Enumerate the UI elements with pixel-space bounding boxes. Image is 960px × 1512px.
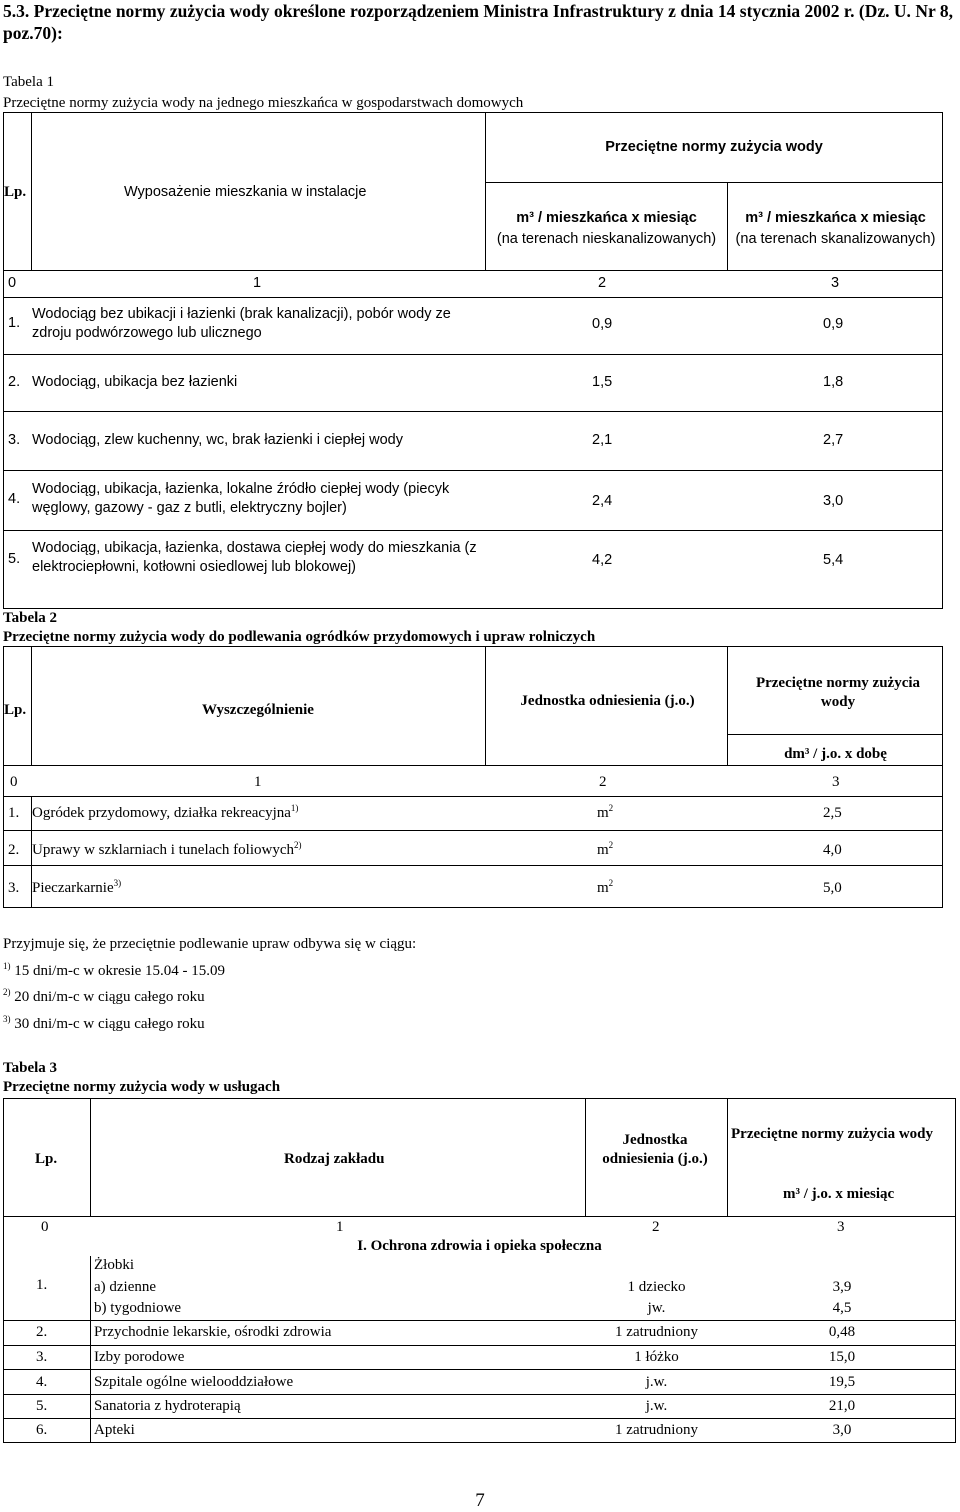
table1-row-desc: Wodociąg, ubikacja, łazienka, dostawa ciepłej wody do mieszkania (z elektrociepłowni, kotłowni osiedlowej lub blokowej)	[32, 540, 477, 575]
table1-row-value-b: 1,8	[823, 374, 844, 390]
table3-row-desc: Żłobki	[94, 1257, 134, 1273]
notes-intro: Przyjmuje się, że przeciętnie podlewanie upraw odbywa się w ciągu:	[3, 936, 417, 952]
table2-row-desc: Pieczarkarnie$^{3)}$	[32, 878, 122, 896]
table2-row-value: 2,5	[823, 805, 842, 821]
table1-row-desc: Wodociąg, ubikacja, łazienka, lokalne źródło ciepłej wody (piecyk węglowy, gazowy - gaz z butli, elektryczny bojler)	[32, 481, 450, 516]
table2-row-unit: $m^2$	[597, 803, 614, 821]
table1-row-lp: 5.	[8, 551, 21, 567]
table3-row-desc: Przychodnie lekarskie, ośrodki zdrowia	[94, 1324, 332, 1340]
table2-divider	[3, 830, 943, 831]
table3-header-type: Rodzaj zakładu	[284, 1151, 385, 1167]
table3-row-desc: Izby porodowe	[94, 1349, 185, 1365]
table3-frame	[3, 1098, 956, 1443]
table1-row-lp: 4.	[8, 491, 21, 507]
table2-row-desc: Ogródek przydomowy, działka rekreacyjna$^{1)}$	[32, 803, 299, 821]
table3-divider	[3, 1418, 956, 1419]
table1-divider	[3, 411, 943, 412]
table2-colnum: 3	[832, 774, 840, 790]
table2-row-desc: Uprawy w szklarniach i tunelach foliowych$^{2)}$	[32, 840, 302, 858]
table3-divider	[3, 1216, 956, 1217]
table1-header-sub-a: (na terenach nieskanalizowanych)	[496, 231, 717, 247]
table1-row-desc: Wodociąg, zlew kuchenny, wc, brak łazienki i ciepłej wody	[32, 432, 403, 448]
table3-row-desc: Apteki	[94, 1422, 135, 1438]
table1-row-desc: Wodociąg, ubikacja bez łazienki	[32, 374, 238, 390]
table1-colnum: 2	[598, 275, 607, 291]
table2-row-lp: 2.	[8, 842, 20, 858]
table2-colnum: 1	[254, 774, 262, 790]
table3-header-lp: Lp.	[35, 1151, 58, 1167]
table2-divider	[3, 865, 943, 866]
table3-subrow-desc: a) dzienne	[94, 1279, 157, 1295]
table3-section-title: I. Ochrona zdrowia i opieka społeczna	[357, 1238, 602, 1254]
table3-subrow-unit: 1 dziecko	[627, 1279, 686, 1295]
table3-subrow-desc: b) tygodniowe	[94, 1300, 182, 1316]
table3-divider	[585, 1098, 586, 1216]
table3-title: Przeciętne normy zużycia wody w usługach	[3, 1079, 281, 1095]
table2-row-lp: 1.	[8, 805, 20, 821]
table3-row-lp: 6.	[36, 1422, 48, 1438]
note-item: $^{1)}$ 15 dni/m-c w okresie 15.04 - 15.09	[3, 961, 226, 979]
table1-row-value-a: 1,5	[592, 374, 613, 390]
table3-divider	[90, 1098, 91, 1216]
table3-row-value: 19,5	[828, 1374, 856, 1390]
table1-divider	[3, 354, 943, 355]
table2-row-unit: $m^2$	[597, 840, 614, 858]
table1-colnum: 3	[831, 275, 840, 291]
note-item: $^{3)}$ 30 dni/m-c w ciągu całego roku	[3, 1014, 205, 1032]
table3-divider	[3, 1369, 956, 1370]
table3-row-unit: 1 łóżko	[634, 1349, 679, 1365]
table1-row-lp: 1.	[8, 315, 21, 331]
table1-row-value-a: 2,4	[592, 493, 613, 509]
section-heading: 5.3. Przeciętne normy zużycia wody określone rozporządzeniem Ministra Infrastruktury z dnia 14 stycznia 2002 r. (Dz. U. Nr 8, poz.70):	[3, 1, 953, 43]
table3-divider	[727, 1098, 728, 1216]
table3-row-value: 0,48	[828, 1324, 856, 1340]
table3-header-norms-unit: m³ / j.o. x miesiąc	[783, 1186, 895, 1202]
table3-header-unit: Jednostka odniesienia (j.o.)	[602, 1132, 708, 1167]
table1-divider	[3, 297, 943, 298]
table3-row-lp: 1.	[36, 1277, 48, 1293]
table1-colnum: 0	[8, 275, 17, 291]
table1-row-value-a: 4,2	[592, 552, 613, 568]
table2-divider	[485, 646, 486, 765]
table1-row-value-b: 0,9	[823, 316, 844, 332]
table3-divider	[3, 1394, 956, 1395]
table1-header-equipment: Wyposażenie mieszkania w instalacje	[124, 184, 367, 200]
table3-header-norms: Przeciętne normy zużycia wody	[731, 1126, 934, 1142]
table3-row-value: 15,0	[828, 1349, 856, 1365]
table1-divider	[3, 470, 943, 471]
table2-title: Przeciętne normy zużycia wody do podlewania ogródków przydomowych i upraw rolniczych	[3, 629, 596, 645]
table3-row-unit: j.w.	[645, 1398, 668, 1414]
table3-label: Tabela 3	[3, 1060, 58, 1076]
table1-row-desc: Wodociąg bez ubikacji i łazienki (brak kanalizacji), pobór wody ze zdroju podwórzowego lub ulicznego	[32, 306, 451, 341]
table2-divider	[3, 765, 943, 766]
table1-row-lp: 3.	[8, 432, 21, 448]
table1-row-value-a: 0,9	[592, 316, 613, 332]
table1-title: Przeciętne normy zużycia wody na jednego mieszkańca w gospodarstwach domowych	[3, 95, 524, 111]
table3-row-value: 21,0	[828, 1398, 856, 1414]
table2-divider	[727, 734, 943, 735]
table2-header-norms-unit: dm³ / j.o. x dobę	[784, 746, 887, 762]
table1-header-norms: Przeciętne normy zużycia wody	[605, 139, 823, 155]
table1-row-lp: 2.	[8, 374, 21, 390]
table3-subrow-unit: jw.	[647, 1300, 666, 1316]
table1-header-unit-b: m³ / mieszkańca x miesiąc	[745, 210, 926, 226]
table1-colnum: 1	[253, 275, 262, 291]
table1-label: Tabela 1	[3, 74, 55, 90]
table3-divider	[90, 1256, 91, 1443]
table2-colnum: 0	[10, 774, 18, 790]
table3-subrow-value: 4,5	[832, 1300, 852, 1316]
table3-row-desc: Sanatoria z hydroterapią	[94, 1398, 241, 1414]
table3-row-unit: j.w.	[645, 1374, 668, 1390]
table2-header-lp: Lp.	[4, 702, 27, 718]
table2-divider	[3, 796, 943, 797]
table2-colnum: 2	[599, 774, 607, 790]
table3-row-lp: 3.	[36, 1349, 48, 1365]
table2-label: Tabela 2	[3, 610, 58, 626]
page-number: 7	[475, 1490, 485, 1511]
table2-header-item: Wyszczególnienie	[202, 702, 314, 718]
table3-row-desc: Szpitale ogólne wielooddziałowe	[94, 1374, 294, 1390]
table3-divider	[3, 1320, 956, 1321]
table1-header-lp: Lp.	[4, 184, 27, 200]
table3-divider	[3, 1345, 956, 1346]
table3-colnum: 3	[837, 1219, 845, 1235]
table2-header-norms: Przeciętne normy zużycia wody	[755, 675, 921, 710]
table2-row-lp: 3.	[8, 880, 20, 896]
table1-divider	[3, 530, 943, 531]
table3-row-lp: 4.	[36, 1374, 48, 1390]
table1-header-sub-b: (na terenach skanalizowanych)	[735, 231, 936, 247]
table2-header-unit: Jednostka odniesienia (j.o.)	[520, 693, 695, 709]
table2-row-unit: $m^2$	[597, 878, 614, 896]
table1-row-value-b: 3,0	[823, 493, 844, 509]
table1-divider	[31, 112, 32, 270]
table2-row-value: 4,0	[823, 842, 842, 858]
table3-row-unit: 1 zatrudniony	[615, 1422, 698, 1438]
table1-row-value-a: 2,1	[592, 432, 613, 448]
table1-divider	[485, 182, 943, 183]
table1-divider	[727, 182, 728, 270]
table3-subrow-value: 3,9	[832, 1279, 852, 1295]
table3-row-lp: 5.	[36, 1398, 48, 1414]
table3-row-lp: 2.	[36, 1324, 48, 1340]
table2-row-value: 5,0	[823, 880, 842, 896]
table1-header-unit-a: m³ / mieszkańca x miesiąc	[516, 210, 697, 226]
table3-row-value: 3,0	[832, 1422, 852, 1438]
table1-divider	[3, 270, 943, 271]
note-item: $^{2)}$ 20 dni/m-c w ciągu całego roku	[3, 987, 205, 1005]
table3-row-unit: 1 zatrudniony	[615, 1324, 698, 1340]
table3-colnum: 2	[652, 1219, 660, 1235]
table3-colnum: 0	[41, 1219, 49, 1235]
table1-row-value-b: 5,4	[823, 552, 844, 568]
table3-colnum: 1	[336, 1219, 344, 1235]
table1-row-value-b: 2,7	[823, 432, 844, 448]
